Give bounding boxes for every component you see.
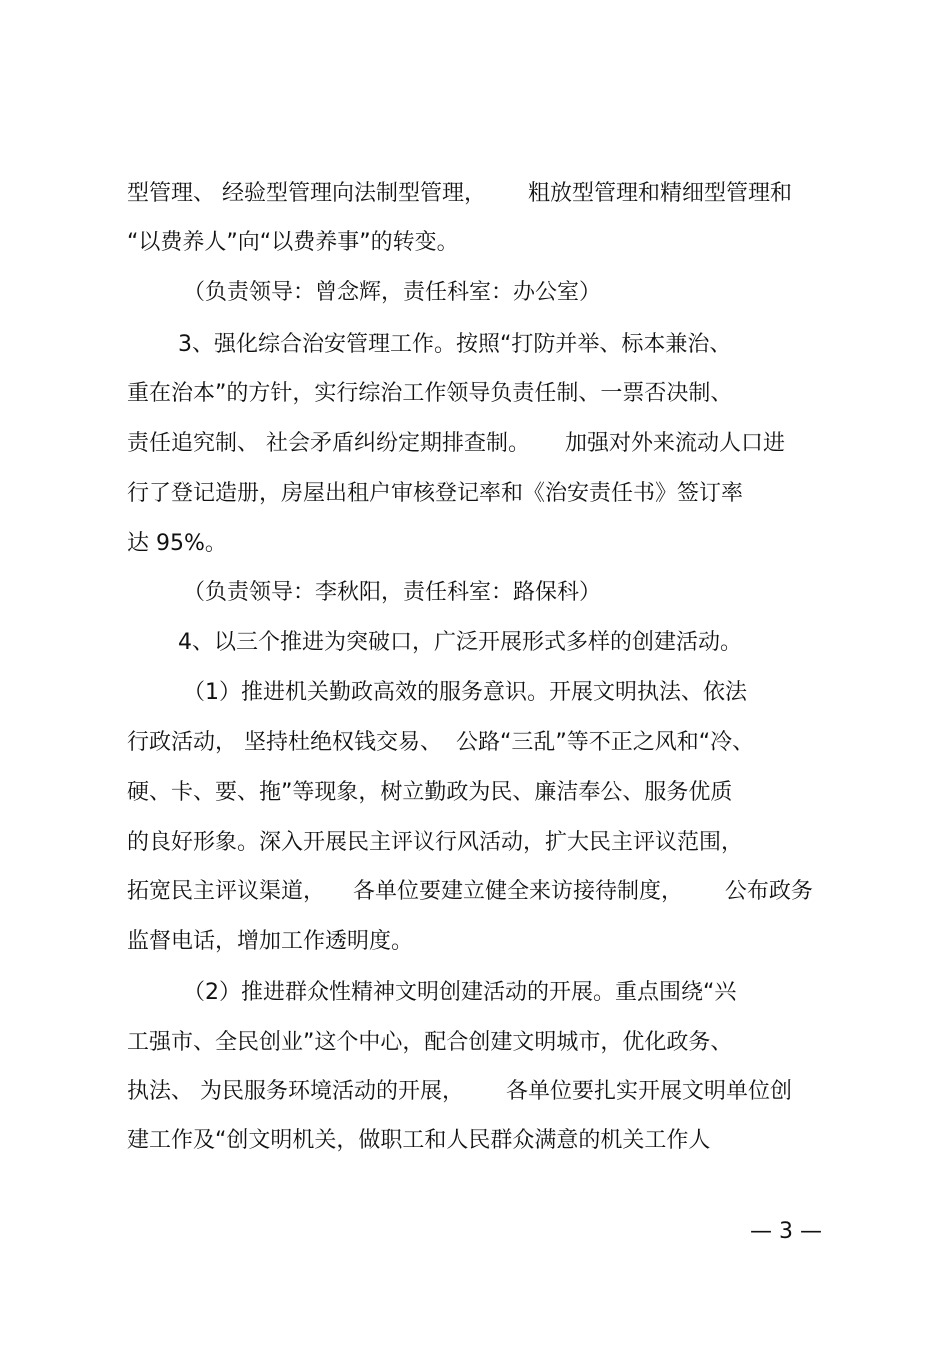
text-line: 责任追究制、 社会矛盾纠纷定期排查制。 加强对外来流动人口进 [127,431,785,456]
text-line: “以费养人”向“以费养事”的转变。 [127,230,459,255]
text-line: 的良好形象。深入开展民主评议行风活动，扩大民主评议范围， [127,830,744,855]
text-line: 行了登记造册，房屋出租户审核登记率和《治安责任书》签订率 [127,481,744,506]
text-line: （1）推进机关勤政高效的服务意识。开展文明执法、依法 [183,680,747,705]
text-line: 工强市、全民创业”这个中心，配合创建文明城市，优化政务、 [127,1030,733,1055]
text-line: 监督电话，增加工作透明度。 [127,929,414,954]
text-line: 4、以三个推进为突破口，广泛开展形式多样的创建活动。 [178,630,742,655]
text-line: 重在治本”的方针，实行综治工作领导负责任制、一票否决制、 [127,381,733,406]
text-line: 建工作及“创文明机关，做职工和人民群众满意的机关工作人 [127,1128,711,1153]
text-line: 行政活动， 坚持杜绝权钱交易、 公路“三乱”等不正之风和“冷、 [127,730,755,755]
text-line: （负责领导：李秋阳，责任科室：路保科） [183,580,602,605]
text-line: 拓宽民主评议渠道， 各单位要建立健全来访接待制度， 公布政务 [127,879,813,904]
text-line: 达 95%。 [127,531,227,556]
text-line: （负责领导：曾念辉，责任科室：办公室） [183,280,602,305]
text-line: 型管理、 经验型管理向法制型管理， 粗放型管理和精细型管理和 [127,181,792,206]
text-line: 执法、 为民服务环境活动的开展， 各单位要扎实开展文明单位创 [127,1079,792,1104]
text-line: 硬、卡、要、拖”等现象，树立勤政为民、廉洁奉公、服务优质 [127,780,733,805]
text-line: 3、强化综合治安管理工作。按照“打防并举、标本兼治、 [178,332,732,357]
text-line: （2）推进群众性精神文明创建活动的开展。重点围绕“兴 [183,980,737,1005]
page-number: — 3 — [750,1219,822,1244]
